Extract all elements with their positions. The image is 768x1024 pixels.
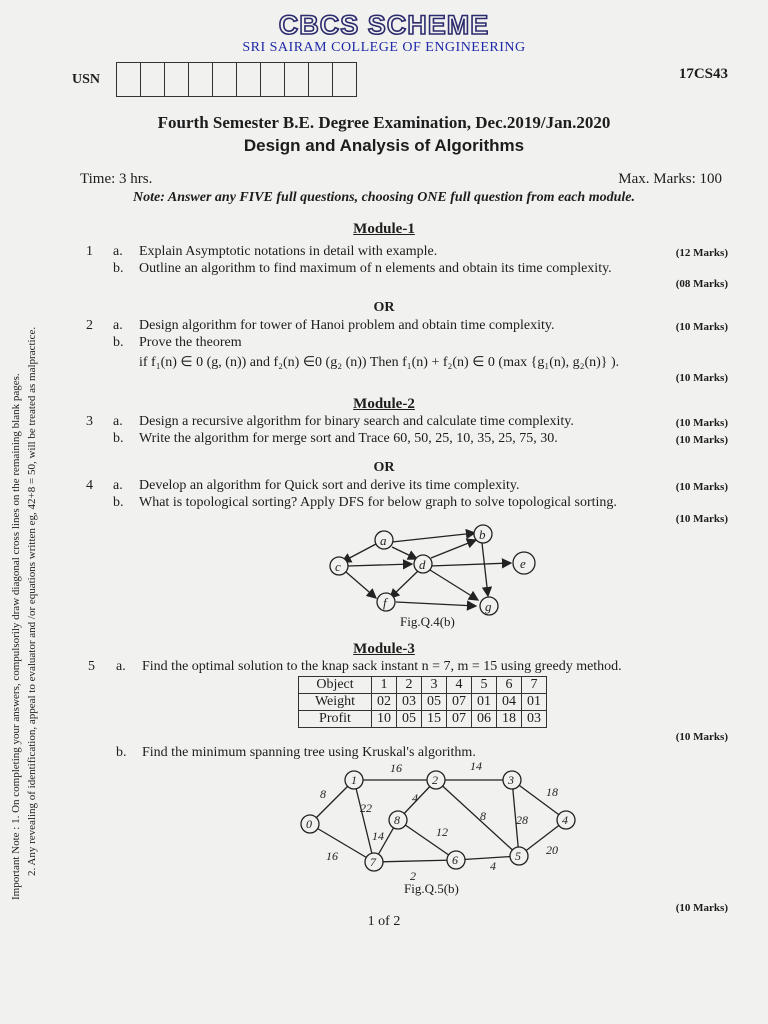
fig-q5b-caption: Fig.Q.5(b)	[404, 881, 459, 896]
mst-node-4-label: 4	[562, 813, 568, 827]
mst-node-1-label: 1	[351, 773, 357, 787]
q1a-text: Explain Asymptotic notations in detail with example.	[139, 244, 438, 259]
q4b-text: What is topological sorting? Apply DFS for below graph to solve topological sorting.	[139, 495, 617, 510]
edge-d-g	[430, 570, 478, 600]
subject-title: Design and Analysis of Algorithms	[243, 136, 525, 155]
node-d-label: d	[419, 557, 426, 572]
max-marks: Max. Marks: 100	[618, 171, 722, 187]
q4-number: 4	[86, 478, 93, 493]
node-a-label: a	[380, 533, 387, 548]
node-g-label: g	[485, 599, 492, 614]
weight-7-6: 2	[410, 869, 416, 883]
table-cell: 2	[397, 677, 422, 694]
q1b-text: Outline an algorithm to find maximum of n elements and obtain its time complexity.	[139, 261, 612, 276]
weight-8-6: 12	[436, 825, 448, 839]
edge-a-b	[392, 533, 475, 542]
or-1: OR	[373, 300, 395, 315]
table-cell: 01	[472, 694, 497, 711]
table-cell: 18	[497, 711, 522, 728]
weight-2-5: 8	[480, 809, 486, 823]
q4b-marks: (10 Marks)	[675, 513, 728, 525]
q4a-label: a.	[113, 478, 123, 493]
mst-graph	[290, 758, 590, 883]
edge-d-b	[431, 540, 476, 558]
q2-number: 2	[86, 318, 93, 333]
table-cell: Object	[299, 677, 372, 694]
edge-2-5	[436, 780, 519, 856]
edge-a-c	[342, 544, 376, 562]
node-e-label: e	[520, 556, 526, 571]
table-cell: 04	[497, 694, 522, 711]
weight-1-7: 22	[360, 801, 372, 815]
table-cell: 01	[522, 694, 547, 711]
edge-b-g	[482, 543, 488, 596]
q4b-label: b.	[113, 495, 124, 510]
table-cell: 10	[372, 711, 397, 728]
module-2-title: Module-2	[353, 396, 415, 412]
table-cell: 07	[447, 711, 472, 728]
usn-boxes	[116, 62, 357, 97]
q3b-marks: (10 Marks)	[675, 434, 728, 446]
fig-q4b-caption: Fig.Q.4(b)	[400, 614, 455, 629]
q2a-marks: (10 Marks)	[675, 321, 728, 333]
q2a-label: a.	[113, 318, 123, 333]
module-3-title: Module-3	[353, 641, 415, 657]
edge-a-d	[392, 547, 417, 559]
usn-digit-box	[261, 63, 285, 96]
table-cell: 5	[472, 677, 497, 694]
q1a-marks: (12 Marks)	[675, 247, 728, 259]
table-cell: 1	[372, 677, 397, 694]
topological-graph	[318, 522, 554, 622]
table-cell: 3	[422, 677, 447, 694]
exam-title: Fourth Semester B.E. Degree Examination, Dec.2019/Jan.2020	[157, 113, 611, 132]
edge-d-f	[390, 571, 418, 598]
time-duration: Time: 3 hrs.	[80, 171, 153, 187]
q1b-label: b.	[113, 261, 124, 276]
usn-digit-box	[309, 63, 333, 96]
table-cell: Profit	[299, 711, 372, 728]
edge-7-6	[374, 860, 456, 862]
edge-0-7	[310, 824, 374, 862]
usn-digit-box	[285, 63, 309, 96]
table-cell: 7	[522, 677, 547, 694]
mst-node-5-label: 5	[515, 849, 521, 863]
mst-node-8-label: 8	[394, 813, 400, 827]
table-row	[299, 677, 547, 694]
table-row	[299, 694, 547, 711]
table-cell: 03	[522, 711, 547, 728]
q2a-text: Design algorithm for tower of Hanoi problem and obtain time complexity.	[139, 318, 555, 333]
side-note-line1: Important Note : 1. On completing your answers, compulsorily draw diagonal cross lines on the remaining blank pages.	[10, 373, 22, 900]
edge-1-7	[354, 780, 374, 862]
mst-node-0-label: 0	[306, 817, 312, 831]
or-2: OR	[373, 460, 395, 475]
table-cell: 07	[447, 694, 472, 711]
q1-number: 1	[86, 244, 93, 259]
table-cell: 05	[397, 711, 422, 728]
q5b-label: b.	[116, 745, 127, 760]
page-number: 1 of 2	[367, 914, 401, 929]
q1a-label: a.	[113, 244, 123, 259]
table-cell: 6	[497, 677, 522, 694]
weight-2-8: 4	[412, 791, 418, 805]
usn-digit-box	[189, 63, 213, 96]
table-cell: 03	[397, 694, 422, 711]
q5a-text: Find the optimal solution to the knap sack instant n = 7, m = 15 using greedy method.	[142, 659, 622, 674]
table-cell: 15	[422, 711, 447, 728]
table-cell: Weight	[299, 694, 372, 711]
node-b-label: b	[479, 527, 486, 542]
q5-number: 5	[88, 659, 95, 674]
q4a-text: Develop an algorithm for Quick sort and derive its time complexity.	[139, 478, 520, 493]
edge-c-f	[346, 572, 376, 598]
table-cell: 05	[422, 694, 447, 711]
knapsack-table	[298, 676, 547, 728]
q3-number: 3	[86, 414, 93, 429]
usn-digit-box	[141, 63, 165, 96]
q3b-text: Write the algorithm for merge sort and Trace 60, 50, 25, 10, 35, 25, 75, 30.	[139, 431, 558, 446]
weight-0-1: 8	[320, 787, 326, 801]
weight-3-4: 18	[546, 785, 558, 799]
weight-0-7: 16	[326, 849, 338, 863]
college-name: SRI SAIRAM COLLEGE OF ENGINEERING	[242, 40, 526, 55]
usn-digit-box	[165, 63, 189, 96]
subject-code: 17CS43	[678, 66, 728, 82]
module-1-title: Module-1	[353, 221, 415, 237]
table-cell: 4	[447, 677, 472, 694]
table-cell: 02	[372, 694, 397, 711]
node-f-label: f	[383, 595, 387, 610]
q5a-label: a.	[116, 659, 126, 674]
q2b-label: b.	[113, 335, 124, 350]
weight-6-5: 4	[490, 859, 496, 873]
usn-label: USN	[72, 72, 101, 87]
mst-node-6-label: 6	[452, 853, 458, 867]
usn-digit-box	[237, 63, 261, 96]
q2b-theorem: if f₁(n) ∈ 0 (g, (n)) and f₂(n) ∈0 (g₂ (n)) Then f₁(n) + f₂(n) ∈ 0 (max {g₁(n), g₂(n)} ).	[139, 355, 620, 370]
mst-node-7-label: 7	[370, 855, 376, 869]
q3a-text: Design a recursive algorithm for binary search and calculate time complexity.	[139, 414, 574, 429]
weight-8-7: 14	[372, 829, 384, 843]
q3a-label: a.	[113, 414, 123, 429]
instructions-note: Note: Answer any FIVE full questions, choosing ONE full question from each module.	[133, 190, 635, 205]
q5b-text: Find the minimum spanning tree using Kruskal's algorithm.	[142, 745, 476, 760]
scheme-stamp: CBCS SCHEME	[278, 10, 490, 40]
q1b-marks: (08 Marks)	[675, 278, 728, 290]
edge-f-g	[396, 602, 476, 606]
q5b-marks: (10 Marks)	[675, 902, 728, 914]
weight-4-5: 20	[546, 843, 558, 857]
usn-digit-box	[213, 63, 237, 96]
weight-2-3: 14	[470, 759, 482, 773]
q5a-marks: (10 Marks)	[675, 731, 728, 743]
mst-node-3-label: 3	[508, 773, 514, 787]
q3b-label: b.	[113, 431, 124, 446]
q2b-text: Prove the theorem	[139, 335, 242, 350]
mst-node-2-label: 2	[432, 773, 438, 787]
usn-digit-box	[333, 63, 356, 96]
usn-digit-box	[117, 63, 141, 96]
edge-d-e	[430, 563, 511, 566]
weight-3-5: 28	[516, 813, 528, 827]
side-note-line2: 2. Any revealing of identification, appeal to evaluator and /or equations written eg, 42+8 = 50, will be treated as malpractice.	[26, 326, 38, 876]
node-c-label: c	[335, 559, 341, 574]
q3a-marks: (10 Marks)	[675, 417, 728, 429]
q4a-marks: (10 Marks)	[675, 481, 728, 493]
table-cell: 06	[472, 711, 497, 728]
weight-1-2: 16	[390, 761, 402, 775]
q2b-marks: (10 Marks)	[675, 372, 728, 384]
table-row	[299, 711, 547, 728]
edge-c-d	[348, 564, 412, 566]
